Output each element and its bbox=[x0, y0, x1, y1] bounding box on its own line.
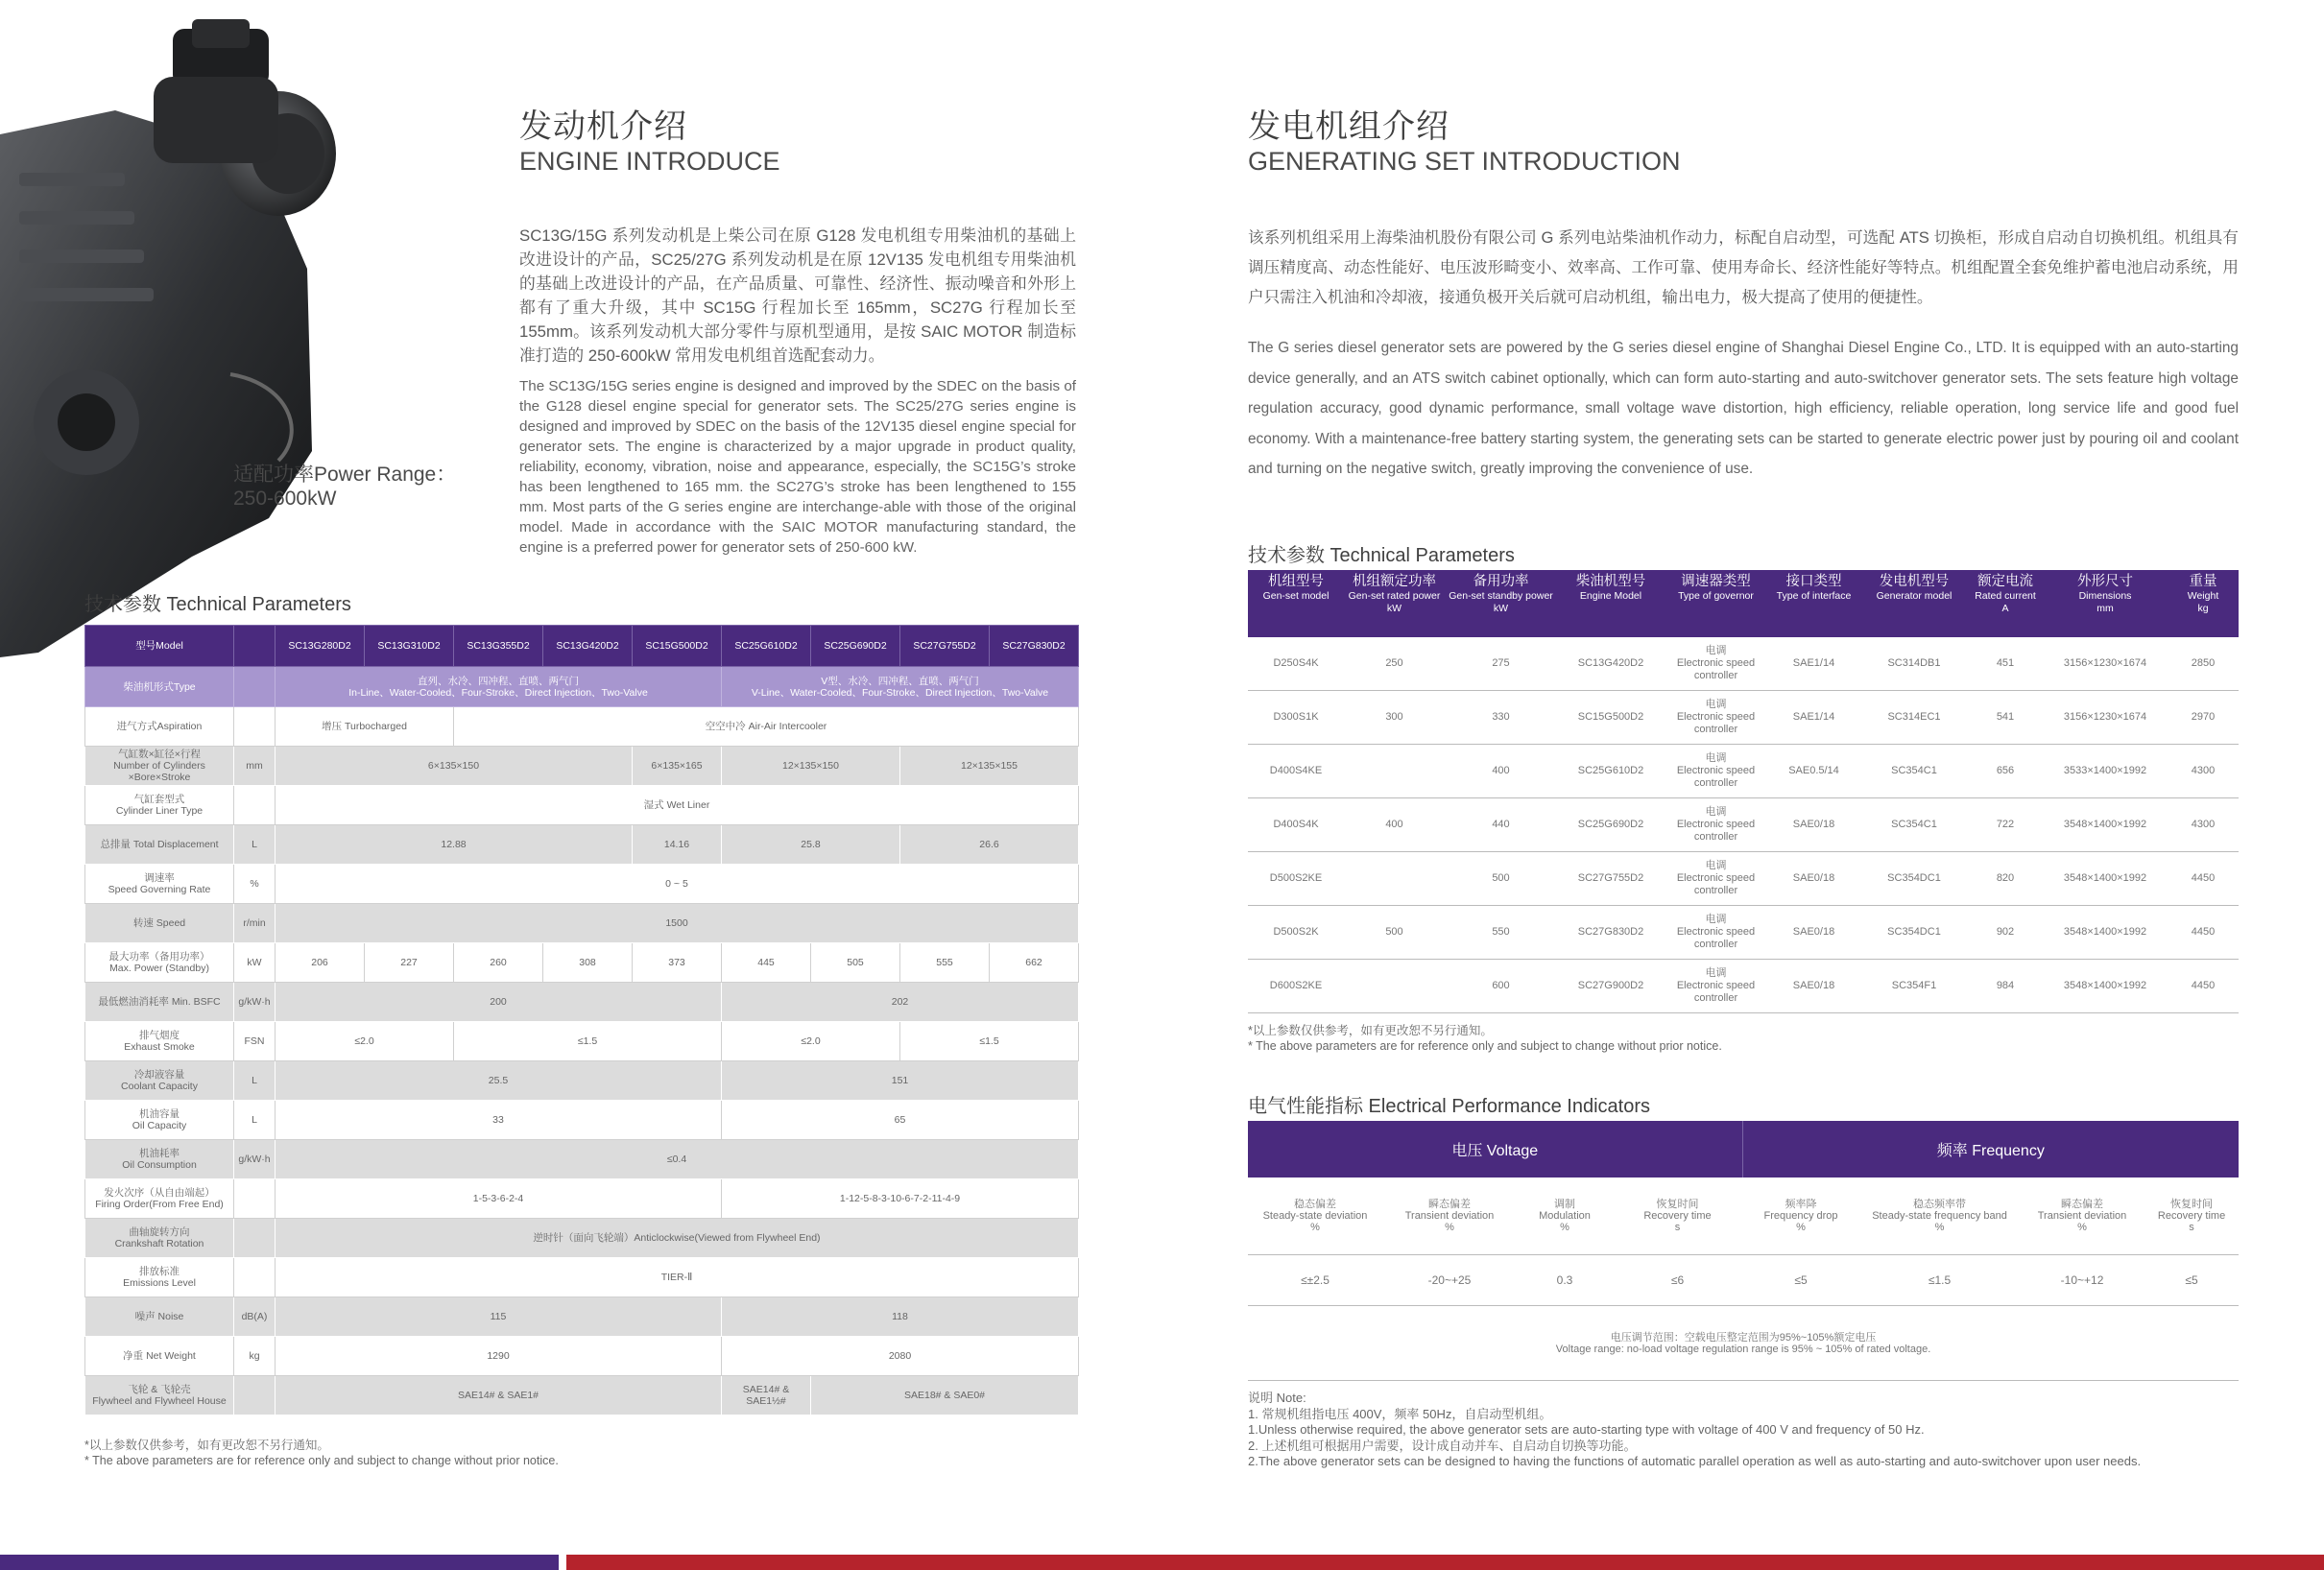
table-cell: D400S4KE bbox=[1248, 745, 1344, 798]
table-cell: D300S1K bbox=[1248, 691, 1344, 745]
table-row bbox=[1248, 745, 2239, 798]
electrical-subheader: 瞬态偏差 Transient deviation % bbox=[2020, 1178, 2144, 1255]
table-cell: 电调 Electronic speed controller bbox=[1665, 745, 1767, 798]
model-cell: SC25G610D2 bbox=[722, 626, 811, 667]
table-cell: 600 bbox=[1445, 960, 1557, 1013]
voltage-header: 电压 Voltage bbox=[1248, 1121, 1742, 1178]
table-row bbox=[1248, 637, 2239, 691]
model-cell: SC27G830D2 bbox=[990, 626, 1079, 667]
table-row bbox=[1248, 906, 2239, 960]
table-cell: 电调 Electronic speed controller bbox=[1665, 637, 1767, 691]
engine-intro-cn: SC13G/15G 系列发动机是上柴公司在原 G128 发电机组专用柴油机的基础上改进设计的产品，SC25/27G 系列发动机是在原 12V135 发电机组专用柴油机的基础上改进设计的产品，在产品质量、可靠性、经济性、振动噪音和外形上都有了重大升级，其中 SC15G 行程加长至 165mm，SC27G 行程加长至 155mm。该系列发动机大部分零件与原机型通用，是按 SAIC MOTOR 制造标准打造的 250-600kW 常用发电机组首选配套动力。 bbox=[519, 226, 1076, 365]
table-cell: SC314EC1 bbox=[1860, 691, 1968, 745]
table-row bbox=[1248, 852, 2239, 906]
footer-bar-purple bbox=[0, 1555, 559, 1570]
electrical-value: -10~+12 bbox=[2020, 1255, 2144, 1306]
model-cell: SC13G420D2 bbox=[543, 626, 633, 667]
table-cell: SC354DC1 bbox=[1860, 906, 1968, 960]
model-cell: SC25G690D2 bbox=[811, 626, 900, 667]
table-cell: 3156×1230×1674 bbox=[2043, 691, 2168, 745]
table-cell: 2850 bbox=[2168, 637, 2239, 691]
table-cell: 4300 bbox=[2168, 798, 2239, 852]
oil-consumption-row: 机油耗率 Oil Consumption g/kW·h ≤0.4 bbox=[85, 1140, 1079, 1179]
table-cell: SC27G900D2 bbox=[1557, 960, 1665, 1013]
column-header: 调速器类型 Type of governor bbox=[1665, 570, 1767, 637]
footer-bar-red bbox=[566, 1555, 2324, 1570]
engine-parameter-table bbox=[84, 625, 1079, 1415]
electrical-value: ≤5 bbox=[1742, 1255, 1859, 1306]
table-cell: SC13G420D2 bbox=[1557, 637, 1665, 691]
table-cell: SAE1/14 bbox=[1767, 691, 1860, 745]
model-cell: SC27G755D2 bbox=[900, 626, 990, 667]
table-cell: 820 bbox=[1968, 852, 2043, 906]
electrical-performance-table bbox=[1248, 1121, 2239, 1381]
electrical-subheader: 瞬态偏差 Transient deviation % bbox=[1382, 1178, 1517, 1255]
oil-capacity-row: 机油容量 Oil Capacity L 33 65 bbox=[85, 1101, 1079, 1140]
aspiration-row: 进气方式Aspiration 增压 Turbocharged 空空中冷 Air-Air Intercooler bbox=[85, 707, 1079, 747]
type-inline: 直列、水冷、四冲程、直喷、两气门 In-Line、Water-Cooled、Four-Stroke、Direct Injection、Two-Valve bbox=[276, 667, 722, 707]
power-range-label: 适配功率Power Range： bbox=[233, 464, 457, 486]
electrical-subheader: 稳态频率带 Steady-state frequency band % bbox=[1859, 1178, 2020, 1255]
table-cell bbox=[1344, 852, 1445, 906]
table-cell: SAE1/14 bbox=[1767, 637, 1860, 691]
electrical-subheader: 稳态偏差 Steady-state deviation % bbox=[1248, 1178, 1382, 1255]
genset-intro-en: The G series diesel generator sets are powered by the G series diesel engine of Shanghai Diesel Engine Co., LTD. It is equipped with an auto-starting device generally, and an ATS switch cabinet optionally, which can form auto-starting and auto-switchover generator sets. The sets feature high voltage regulation accuracy, good dynamic performance, small voltage wave distortion, high efficiency, reliable operation, long service life and good fuel economy. With a maintenance-free battery starting system, the generating sets can be started to generate electric power just by pouring oil and coolant and turning on the negative switch, greatly improving the convenience of use. bbox=[1248, 340, 2239, 477]
type-label: 柴油机形式Type bbox=[85, 667, 234, 707]
explain-title: 说明 Note: bbox=[1248, 1391, 1306, 1405]
electrical-subheader: 频率降 Frequency drop % bbox=[1742, 1178, 1859, 1255]
electrical-value: -20~+25 bbox=[1382, 1255, 1517, 1306]
table-cell: 250 bbox=[1344, 637, 1445, 691]
genset-tech-title: 技术参数 Technical Parameters bbox=[1248, 545, 1515, 566]
table-cell: D600S2KE bbox=[1248, 960, 1344, 1013]
table-cell: SC354F1 bbox=[1860, 960, 1968, 1013]
model-cell: SC13G280D2 bbox=[276, 626, 365, 667]
table-cell: 500 bbox=[1445, 852, 1557, 906]
table-cell: SC25G690D2 bbox=[1557, 798, 1665, 852]
speed-row: 转速 Speed r/min 1500 bbox=[85, 904, 1079, 943]
table-cell: SAE0.5/14 bbox=[1767, 745, 1860, 798]
table-cell: 984 bbox=[1968, 960, 2043, 1013]
column-header: 机组额定功率 Gen-set rated power kW bbox=[1344, 570, 1445, 637]
smoke-row: 排气烟度 Exhaust Smoke FSN ≤2.0 ≤1.5 ≤2.0 ≤1.5 bbox=[85, 1022, 1079, 1061]
table-cell: SC25G610D2 bbox=[1557, 745, 1665, 798]
cylinder-row: 气缸数×缸径×行程 Number of Cylinders ×Bore×Stroke mm 6×135×150 6×135×165 12×135×150 12×135×155 bbox=[85, 747, 1079, 786]
table-cell: 300 bbox=[1344, 691, 1445, 745]
table-cell: SC354C1 bbox=[1860, 745, 1968, 798]
emissions-row: 排放标准 Emissions Level TIER-Ⅱ bbox=[85, 1258, 1079, 1297]
explain-line: 1.Unless otherwise required, the above generator sets are auto-starting type with voltage of 400 V and frequency of 50 Hz. bbox=[1248, 1422, 1925, 1437]
model-label: 型号Model bbox=[85, 626, 234, 667]
table-cell: 3533×1400×1992 bbox=[2043, 745, 2168, 798]
model-cell: SC13G355D2 bbox=[454, 626, 543, 667]
table-cell: 电调 Electronic speed controller bbox=[1665, 691, 1767, 745]
voltage-range: 电压调节范围：空载电压整定范围为95%~105%额定电压 Voltage range: no-load voltage regulation range is 95% ~ 105% of rated voltage. bbox=[1248, 1306, 2239, 1381]
engine-intro-en: The SC13G/15G series engine is designed and improved by the SDEC on the basis of the G128 diesel engine special for generator sets. The SC25/27G series engine is designed and improved by SDEC on the basis of the 12V135 diesel engine special for generator sets. The engine is characterized by a major upgrade in product quality, reliability, economy, vibration, noise and appearance, especially, the SC15G’s stroke has been lengthened to 165 mm. the SC27G’s stroke has been lengthened to 155 mm. Most parts of the G series engine are interchange-able with those of the original model. Made in accordance with the SAIC MOTOR manufacturing standard, the engine is a preferred power for generator sets of 250-600 kW. bbox=[519, 378, 1076, 556]
column-header: 重量 Weight kg bbox=[2168, 570, 2239, 637]
table-cell: 电调 Electronic speed controller bbox=[1665, 852, 1767, 906]
table-cell: SAE0/18 bbox=[1767, 906, 1860, 960]
genset-note-cn: *以上参数仅供参考，如有更改恕不另行通知。 bbox=[1248, 1024, 1493, 1037]
genset-parameter-table bbox=[1248, 570, 2239, 1013]
table-cell: 3156×1230×1674 bbox=[2043, 637, 2168, 691]
table-cell: 3548×1400×1992 bbox=[2043, 906, 2168, 960]
column-header: 柴油机型号 Engine Model bbox=[1557, 570, 1665, 637]
table-cell: SAE0/18 bbox=[1767, 798, 1860, 852]
electrical-title: 电气性能指标 Electrical Performance Indicators bbox=[1248, 1096, 1651, 1117]
table-cell: SAE0/18 bbox=[1767, 852, 1860, 906]
electrical-subheader: 调制 Modulation % bbox=[1517, 1178, 1613, 1255]
table-cell: SC27G755D2 bbox=[1557, 852, 1665, 906]
table-cell: 550 bbox=[1445, 906, 1557, 960]
explain-line: 2.The above generator sets can be designed to having the functions of automatic parallel operation as well as auto-starting and auto-switchover upon user needs. bbox=[1248, 1454, 2142, 1468]
weight-row: 净重 Net Weight kg 1290 2080 bbox=[85, 1337, 1079, 1376]
table-cell: 3548×1400×1992 bbox=[2043, 960, 2168, 1013]
engine-image bbox=[0, 19, 346, 672]
table-cell: 500 bbox=[1344, 906, 1445, 960]
max-power-row: 最大功率（备用功率） Max. Power (Standby) kW 206 227 260 308 373 445 505 555 662 bbox=[85, 943, 1079, 983]
table-cell: D500S2K bbox=[1248, 906, 1344, 960]
table-cell: 2970 bbox=[2168, 691, 2239, 745]
column-header: 备用功率 Gen-set standby power kW bbox=[1445, 570, 1557, 637]
column-header: 发电机型号 Generator model bbox=[1860, 570, 1968, 637]
rotation-row: 曲轴旋转方向 Crankshaft Rotation 逆时针（面向飞轮端）Anticlockwise(Viewed from Flywheel End) bbox=[85, 1219, 1079, 1258]
model-cell: SC13G310D2 bbox=[365, 626, 454, 667]
column-header: 接口类型 Type of interface bbox=[1767, 570, 1860, 637]
table-cell: 4450 bbox=[2168, 960, 2239, 1013]
coolant-row: 冷却液容量 Coolant Capacity L 25.5 151 bbox=[85, 1061, 1079, 1101]
table-cell bbox=[1344, 960, 1445, 1013]
power-range-value: 250-600kW bbox=[233, 488, 337, 510]
table-row bbox=[1248, 691, 2239, 745]
table-cell: SC27G830D2 bbox=[1557, 906, 1665, 960]
electrical-value: ≤5 bbox=[2144, 1255, 2239, 1306]
table-cell: 902 bbox=[1968, 906, 2043, 960]
table-cell: D500S2KE bbox=[1248, 852, 1344, 906]
type-row bbox=[85, 667, 1079, 707]
model-cell: SC15G500D2 bbox=[633, 626, 722, 667]
electrical-value: ≤1.5 bbox=[1859, 1255, 2020, 1306]
engine-note-cn: *以上参数仅供参考，如有更改恕不另行通知。 bbox=[84, 1439, 329, 1452]
engine-tech-title: 技术参数 Technical Parameters bbox=[84, 594, 351, 615]
table-cell: 330 bbox=[1445, 691, 1557, 745]
engine-title-en: ENGINE INTRODUCE bbox=[519, 147, 780, 176]
table-cell: 541 bbox=[1968, 691, 2043, 745]
liner-row: 气缸套型式 Cylinder Liner Type 湿式 Wet Liner bbox=[85, 786, 1079, 825]
electrical-value: 0.3 bbox=[1517, 1255, 1613, 1306]
column-header: 额定电流 Rated current A bbox=[1968, 570, 2043, 637]
table-cell: SC354DC1 bbox=[1860, 852, 1968, 906]
table-cell: 4450 bbox=[2168, 906, 2239, 960]
explain-line: 1. 常规机组指电压 400V，频率 50Hz，自启动型机组。 bbox=[1248, 1406, 1552, 1421]
type-vline: V型、水冷、四冲程、直喷、两气门 V-Line、Water-Cooled、Four-Stroke、Direct Injection、Two-Valve bbox=[722, 667, 1079, 707]
model-row bbox=[85, 626, 1079, 667]
electrical-subheader: 恢复时间 Recovery time s bbox=[2144, 1178, 2239, 1255]
table-cell: 3548×1400×1992 bbox=[2043, 798, 2168, 852]
table-cell: 440 bbox=[1445, 798, 1557, 852]
table-cell: 4450 bbox=[2168, 852, 2239, 906]
explain-line: 2. 上述机组可根据用户需要，设计成自动并车、自启动自切换等功能。 bbox=[1248, 1438, 1637, 1453]
engine-title-cn: 发动机介绍 bbox=[519, 108, 687, 145]
genset-intro-cn: 该系列机组采用上海柴油机股份有限公司 G 系列电站柴油机作动力，标配自启动型，可选配 ATS 切换柜，形成自启动自切换机组。机组具有调压精度高、动态性能好、电压波形畸变小、效率高、工作可靠、使用寿命长、经济性能好等特点。机组配置全套免维护蓄电池启动系统，用户只需注入机油和冷却液，接通负极开关后就可启动机组，输出电力，极大提高了使用的便捷性。 bbox=[1248, 228, 2239, 306]
table-row bbox=[1248, 960, 2239, 1013]
firing-order-row: 发火次序（从自由端起） Firing Order(From Free End) 1-5-3-6-2-4 1-12-5-8-3-10-6-7-2-11-4-9 bbox=[85, 1179, 1079, 1219]
frequency-header: 频率 Frequency bbox=[1742, 1121, 2239, 1178]
table-cell bbox=[1344, 745, 1445, 798]
genset-note-en: * The above parameters are for reference only and subject to change without prior notice. bbox=[1248, 1039, 1722, 1053]
table-cell: 400 bbox=[1445, 745, 1557, 798]
table-cell: 400 bbox=[1344, 798, 1445, 852]
column-header: 机组型号 Gen-set model bbox=[1248, 570, 1344, 637]
table-cell: 656 bbox=[1968, 745, 2043, 798]
table-cell: 电调 Electronic speed controller bbox=[1665, 960, 1767, 1013]
noise-row: 噪声 Noise dB(A) 115 118 bbox=[85, 1297, 1079, 1337]
table-cell: D400S4K bbox=[1248, 798, 1344, 852]
table-cell: 275 bbox=[1445, 637, 1557, 691]
genset-title-en: GENERATING SET INTRODUCTION bbox=[1248, 147, 1681, 176]
engine-note-en: * The above parameters are for reference only and subject to change without prior notice. bbox=[84, 1454, 559, 1467]
table-cell: 电调 Electronic speed controller bbox=[1665, 906, 1767, 960]
electrical-value: ≤±2.5 bbox=[1248, 1255, 1382, 1306]
table-cell: 3548×1400×1992 bbox=[2043, 852, 2168, 906]
genset-title-cn: 发电机组介绍 bbox=[1248, 108, 1450, 145]
column-header: 外形尺寸 Dimensions mm bbox=[2043, 570, 2168, 637]
table-cell: SC314DB1 bbox=[1860, 637, 1968, 691]
bsfc-row: 最低燃油消耗率 Min. BSFC g/kW·h 200 202 bbox=[85, 983, 1079, 1022]
table-cell: 电调 Electronic speed controller bbox=[1665, 798, 1767, 852]
electrical-value: ≤6 bbox=[1613, 1255, 1742, 1306]
table-cell: 4300 bbox=[2168, 745, 2239, 798]
governing-row: 调速率 Speed Governing Rate % 0 ~ 5 bbox=[85, 865, 1079, 904]
table-cell: D250S4K bbox=[1248, 637, 1344, 691]
electrical-subheader: 恢复时间 Recovery time s bbox=[1613, 1178, 1742, 1255]
table-cell: SAE0/18 bbox=[1767, 960, 1860, 1013]
table-cell: SC15G500D2 bbox=[1557, 691, 1665, 745]
table-row bbox=[1248, 798, 2239, 852]
flywheel-row: 飞轮 & 飞轮壳 Flywheel and Flywheel House SAE14# & SAE1# SAE14# & SAE1½# SAE18# & SAE0# bbox=[85, 1376, 1079, 1415]
table-cell: 722 bbox=[1968, 798, 2043, 852]
table-cell: SC354C1 bbox=[1860, 798, 1968, 852]
displacement-row: 总排量 Total Displacement L 12.88 14.16 25.8 26.6 bbox=[85, 825, 1079, 865]
table-cell: 451 bbox=[1968, 637, 2043, 691]
